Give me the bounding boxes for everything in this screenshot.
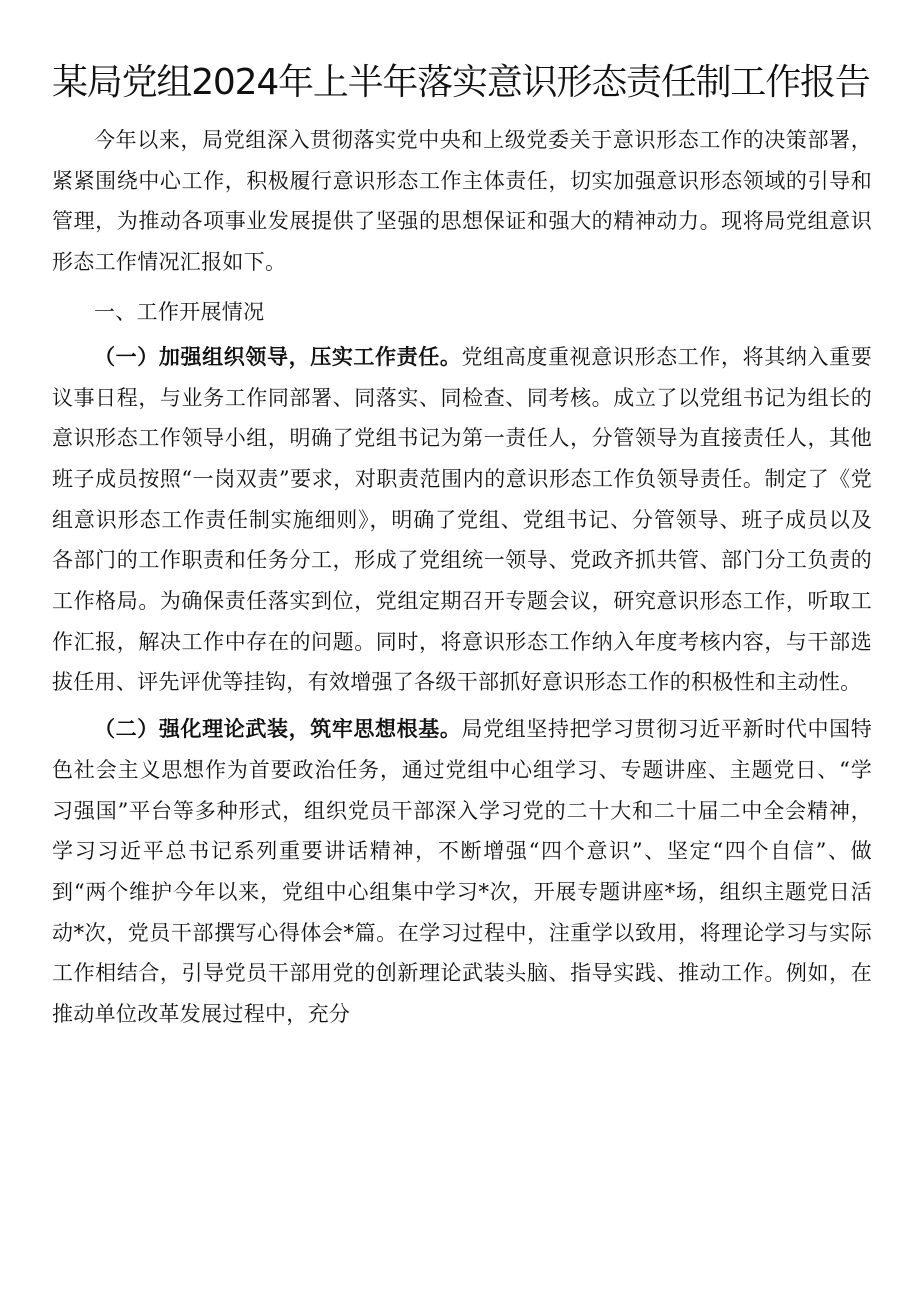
subsection-lead-2: （二）强化理论武装，筑牢思想根基。 (94, 717, 462, 742)
document-body (52, 120, 872, 1035)
subsection-text-2: 局党组坚持把学习贯彻习近平新时代中国特色社会主义思想作为首要政治任务，通过党组中心组学习、专题讲座、主题党日、“学习强国”平台等多种形式，组织党员干部深入学习党的二十大和二十届二中全会精神，学习习近平总书记系列重要讲话精神，不断增强“四个意识”、坚定“四个自信”、做到“两个维护今年以来，党组中心组集中学习*次，开展专题讲座*场，组织主题党日活动*次，党员干部撰写心得体会*篇。在学习过程中，注重学以致用，将理论学习与实际工作相结合，引导党员干部用党的创新理论武装头脑、指导实践、推动工作。例如，在推动单位改革发展过程中，充分 (52, 717, 872, 1027)
subsection-paragraph-2 (52, 709, 872, 1035)
section-heading: 一、工作开展情况 (94, 299, 265, 324)
intro-paragraph: 今年以来，局党组深入贯彻落实党中央和上级党委关于意识形态工作的决策部署，紧紧围绕中心工作，积极履行意识形态工作主体责任，切实加强意识形态领域的引导和管理，为推动各项事业发展提供了坚强的思想保证和强大的精神动力。现将局党组意识形态工作情况汇报如下。 (52, 128, 872, 275)
subsection-paragraph-1 (52, 337, 872, 703)
subsection-lead-1: （一）加强组织领导，压实工作责任。 (94, 344, 462, 369)
subsection-text-1: 党组高度重视意识形态工作，将其纳入重要议事日程，与业务工作同部署、同落实、同检查、同考核。成立了以党组书记为组长的意识形态工作领导小组，明确了党组书记为第一责任人，分管领导为直接责任人，其他班子成员按照“一岗双责”要求，对职责范围内的意识形态工作负领导责任。制定了《党组意识形态工作责任制实施细则》，明确了党组、党组书记、分管领导、班子成员以及各部门的工作职责和任务分工，形成了党组统一领导、党政齐抓共管、部门分工负责的工作格局。为确保责任落实到位，党组定期召开专题会议，研究意识形态工作，听取工作汇报，解决工作中存在的问题。同时，将意识形态工作纳入年度考核内容，与干部选拔任用、评先评优等挂钩，有效增强了各级干部抓好意识形态工作的积极性和主动性。 (52, 344, 872, 695)
document-title: 某局党组2024年上半年落实意识形态责任制工作报告 (52, 62, 870, 103)
